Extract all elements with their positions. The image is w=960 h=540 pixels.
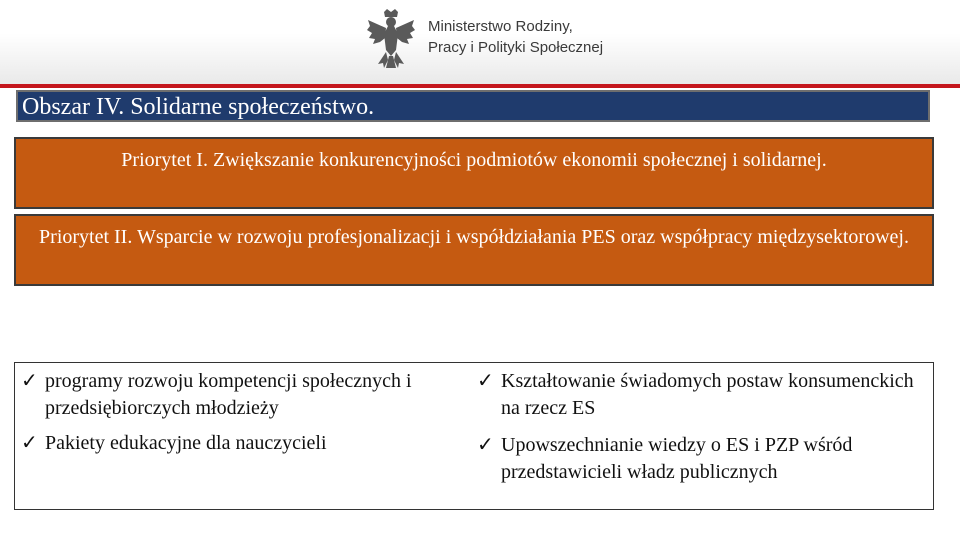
priority-box-1 [14,137,934,209]
ministry-name [428,16,628,58]
list-item-text: Upowszechnianie wiedzy o ES i PZP wśród przedstawicieli władz publicznych [501,434,853,483]
list-item-text: Pakiety edukacyjne dla nauczycieli [45,432,327,454]
area-title-bar [16,90,930,122]
list-item [477,432,927,486]
ministry-header [0,0,960,84]
checkmark-icon: ✓ [477,370,494,392]
checkmark-icon: ✓ [21,370,38,392]
list-item-text: programy rozwoju kompetencji społecznych i przedsiębiorczych młodzieży [45,370,412,419]
ministry-name-line1: Ministerstwo Rodziny, [428,18,573,35]
list-item [21,368,481,422]
priority-2-text: Priorytet II. Wsparcie w rozwoju profesjonalizacji i współdziałania PES oraz współpracy międzysektorowej. [39,226,909,248]
ministry-name-line2: Pracy i Polityki Społecznej [428,39,604,56]
list-item [477,368,927,422]
priority-1-text: Priorytet I. Zwiększanie konkurencyjności podmiotów ekonomii społecznej i solidarnej. [121,149,827,171]
priority-box-2 [14,214,934,286]
checkmark-icon: ✓ [21,432,38,454]
eagle-icon [366,8,416,70]
list-item [21,430,461,457]
header-accent-line [0,84,960,88]
actions-list [14,362,934,510]
area-title: Obszar IV. Solidarne społeczeństwo. [22,94,375,120]
checkmark-icon: ✓ [477,434,494,456]
list-item-text: Kształtowanie świadomych postaw konsumenckich na rzecz ES [501,370,914,419]
